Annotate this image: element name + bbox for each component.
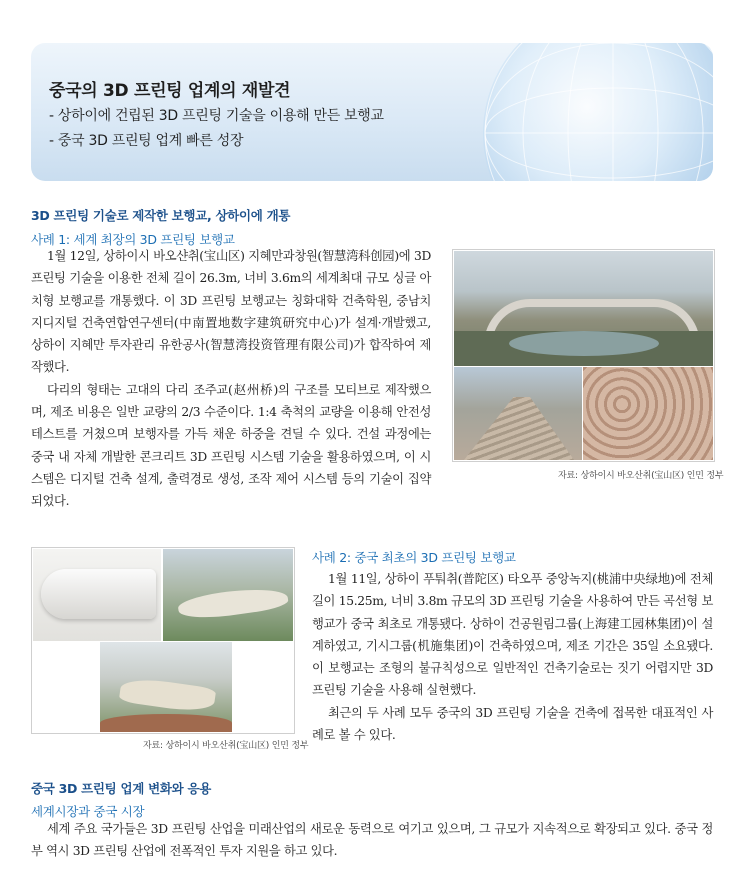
case1-heading: 사례 1: 세계 최장의 3D 프린팅 보행교: [31, 232, 235, 247]
section2-paragraph-1: 세계 주요 국가들은 3D 프린팅 산업을 미래산업의 새로운 동력으로 여기고 있으며, 그 규모가 지속적으로 확장되고 있다. 중국 정부 역시 3D 프린팅 산업에 전폭적인 투자 지원을 하고 있다.: [31, 822, 713, 859]
bridge-model-image: [33, 549, 161, 641]
bridge-texture-image: [583, 367, 713, 460]
case2-body: [312, 568, 713, 746]
photo1-caption: 자료: 상하이시 바오산취(宝山区) 인민 정부: [558, 471, 724, 481]
section2-body: [31, 818, 713, 863]
case2-heading: 사례 2: 중국 최초의 3D 프린팅 보행교: [312, 550, 516, 565]
banner-subtitle-2: - 중국 3D 프린팅 업계 빠른 성장: [49, 133, 244, 149]
bridge-photo-2: [31, 547, 295, 734]
case2-paragraph-1: 1월 11일, 상하이 푸퉈취(普陀区) 타오푸 중앙녹지(桃浦中央绿地)에 전체 길이 15.25m, 너비 3.8m 규모의 3D 프린팅 기술을 사용하여 만든 곡선형 보행교가 중국 최초로 개통됐다. 상하이 건공원림그룹(上海建工园林集团)이 설계하였고, 기시그룹(机施集团)이 건축하였으며, 제조 기간은 35일 소요됐다. 이 보행교는 조형의 불규칙성으로 일반적인 건축기술로는 짓기 어렵지만 3D 프린팅 기술을 사용해 실현했다.: [312, 572, 713, 698]
bridge-deck-image: [454, 367, 582, 460]
case1-paragraph-2: 다리의 형태는 고대의 다리 조주교(赵州桥)의 구조를 모티브로 제작했으며, 제조 비용은 일반 교량의 2/3 수준이다. 1:4 축척의 교량을 이용해 안전성 테스트를 거쳤으며 보행자를 가득 채운 하중을 견딜 수 있다. 건설 과정에는 중국 내 자체 개발한 콘크리트 3D 프린팅 시스템 기술을 활용하였으며, 이 시스템은 디지털 건축 설계, 출력경로 생성, 조작 제어 시스템 등의 기술이 집약되었다.: [31, 382, 431, 509]
photo2-caption: 자료: 상하이시 바오산취(宝山区) 인민 정부: [143, 741, 309, 751]
case2-paragraph-2: 최근의 두 사례 모두 중국의 3D 프린팅 기술을 건축에 접목한 대표적인 사례로 볼 수 있다.: [312, 705, 713, 743]
case1-body: [31, 245, 431, 513]
bridge-park-image: [163, 549, 293, 641]
section2-heading: 중국 3D 프린팅 업계 변화와 응용: [31, 781, 212, 796]
banner-title: 중국의 3D 프린팅 업계의 재발견: [49, 81, 291, 101]
bridge-photo-1: [452, 249, 715, 462]
section-heading: 3D 프린팅 기술로 제작한 보행교, 상하이에 개통: [31, 208, 291, 223]
bridge-curve-image: [100, 642, 232, 732]
case1-paragraph-1: 1월 12일, 상하이시 바오샨취(宝山区) 지혜만과창원(智慧湾科创园)에 3D 프린팅 기술을 이용한 전체 길이 26.3m, 너비 3.6m의 세계최대 규모 싱글 아치형 보행교를 개통했다. 이 3D 프린팅 보행교는 칭화대학 건축학원, 중남치지디지털 건축연합연구센터(中南置地数字建筑研究中心)가 설계·개발했고, 상하이 지혜만 투자관리 유한공사(智慧湾投资管理有限公司)가 합작하여 제작했다.: [31, 249, 431, 375]
bridge-overview-image: [454, 251, 713, 366]
section2-subheading: 세계시장과 중국 시장: [31, 804, 145, 819]
globe-grid-icon: [483, 43, 713, 181]
header-banner: [31, 43, 713, 181]
banner-subtitle-1: - 상하이에 건립된 3D 프린팅 기술을 이용해 만든 보행교: [49, 108, 384, 124]
